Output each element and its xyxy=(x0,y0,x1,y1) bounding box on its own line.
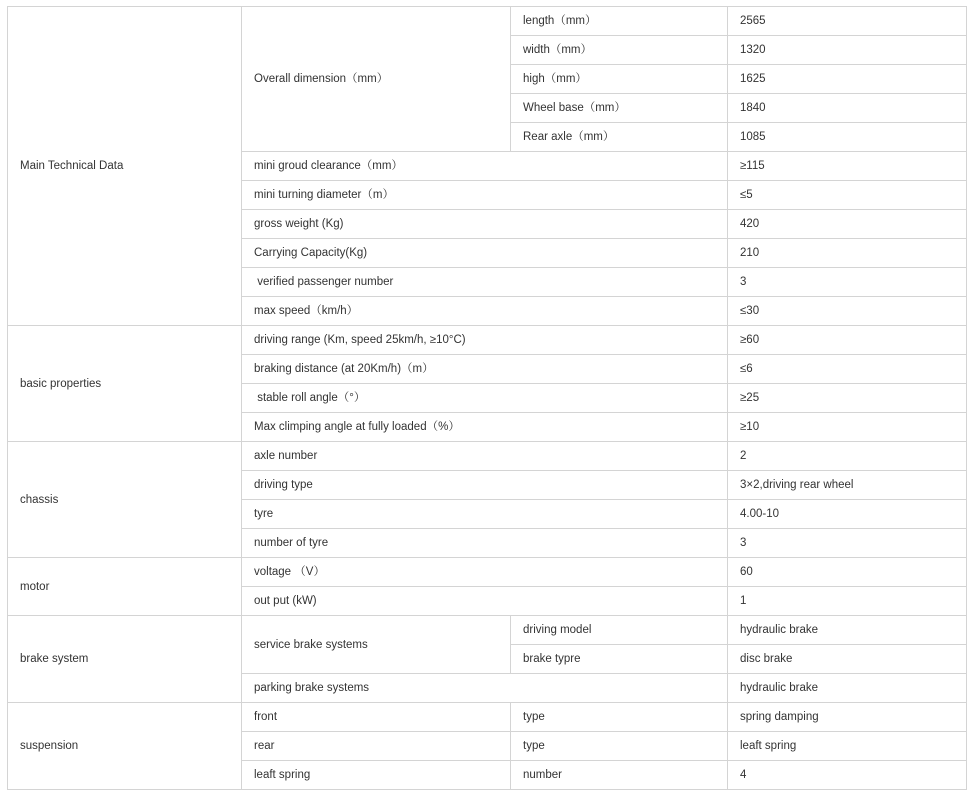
spec-table xyxy=(7,6,967,790)
tyre-number-value: 3 xyxy=(728,529,967,558)
tyre-label: tyre xyxy=(242,500,728,529)
section-basic-properties: basic properties xyxy=(8,326,242,442)
width-value: 1320 xyxy=(728,36,967,65)
ground-clearance-value: ≥115 xyxy=(728,152,967,181)
leaf-spring-value: 4 xyxy=(728,761,967,790)
service-brake-label: service brake systems xyxy=(242,616,511,674)
climbing-angle-value: ≥10 xyxy=(728,413,967,442)
table-row xyxy=(8,616,967,645)
high-value: 1625 xyxy=(728,65,967,94)
driving-range-label: driving range (Km, speed 25km/h, ≥10°C) xyxy=(242,326,728,355)
brake-type-label: brake typre xyxy=(511,645,728,674)
braking-distance-label: braking distance (at 20Km/h)（m） xyxy=(242,355,728,384)
passenger-number-value: 3 xyxy=(728,268,967,297)
leaf-spring-label: leaft spring xyxy=(242,761,511,790)
driving-model-value: hydraulic brake xyxy=(728,616,967,645)
axle-number-value: 2 xyxy=(728,442,967,471)
output-value: 1 xyxy=(728,587,967,616)
driving-range-value: ≥60 xyxy=(728,326,967,355)
table-row xyxy=(8,703,967,732)
passenger-number-label: verified passenger number xyxy=(242,268,728,297)
front-label: front xyxy=(242,703,511,732)
section-brake-system: brake system xyxy=(8,616,242,703)
leaf-spring-sub-label: number xyxy=(511,761,728,790)
wheel-base-value: 1840 xyxy=(728,94,967,123)
front-value: spring damping xyxy=(728,703,967,732)
roll-angle-label: stable roll angle（°） xyxy=(242,384,728,413)
turning-diameter-label: mini turning diameter（m） xyxy=(242,181,728,210)
brake-type-value: disc brake xyxy=(728,645,967,674)
length-label: length（mm） xyxy=(511,7,728,36)
rear-axle-value: 1085 xyxy=(728,123,967,152)
axle-number-label: axle number xyxy=(242,442,728,471)
braking-distance-value: ≤6 xyxy=(728,355,967,384)
climbing-angle-label: Max climping angle at fully loaded（%） xyxy=(242,413,728,442)
section-suspension: suspension xyxy=(8,703,242,790)
carrying-capacity-label: Carrying Capacity(Kg) xyxy=(242,239,728,268)
roll-angle-value: ≥25 xyxy=(728,384,967,413)
rear-sub-label: type xyxy=(511,732,728,761)
width-label: width（mm） xyxy=(511,36,728,65)
max-speed-value: ≤30 xyxy=(728,297,967,326)
front-sub-label: type xyxy=(511,703,728,732)
gross-weight-label: gross weight (Kg) xyxy=(242,210,728,239)
parking-brake-label: parking brake systems xyxy=(242,674,728,703)
length-value: 2565 xyxy=(728,7,967,36)
ground-clearance-label: mini groud clearance（mm） xyxy=(242,152,728,181)
gross-weight-value: 420 xyxy=(728,210,967,239)
rear-value: leaft spring xyxy=(728,732,967,761)
table-row xyxy=(8,326,967,355)
rear-axle-label: Rear axle（mm） xyxy=(511,123,728,152)
table-row xyxy=(8,442,967,471)
table-row xyxy=(8,558,967,587)
turning-diameter-value: ≤5 xyxy=(728,181,967,210)
voltage-label: voltage （V） xyxy=(242,558,728,587)
spec-table-container xyxy=(7,6,967,790)
carrying-capacity-value: 210 xyxy=(728,239,967,268)
max-speed-label: max speed（km/h） xyxy=(242,297,728,326)
high-label: high（mm） xyxy=(511,65,728,94)
tyre-value: 4.00-10 xyxy=(728,500,967,529)
wheel-base-label: Wheel base（mm） xyxy=(511,94,728,123)
driving-model-label: driving model xyxy=(511,616,728,645)
overall-dimension-label: Overall dimension（mm） xyxy=(242,7,511,152)
rear-label: rear xyxy=(242,732,511,761)
tyre-number-label: number of tyre xyxy=(242,529,728,558)
table-row xyxy=(8,7,967,36)
driving-type-value: 3×2,driving rear wheel xyxy=(728,471,967,500)
section-main-technical-data: Main Technical Data xyxy=(8,7,242,326)
parking-brake-value: hydraulic brake xyxy=(728,674,967,703)
section-motor: motor xyxy=(8,558,242,616)
section-chassis: chassis xyxy=(8,442,242,558)
output-label: out put (kW) xyxy=(242,587,728,616)
voltage-value: 60 xyxy=(728,558,967,587)
driving-type-label: driving type xyxy=(242,471,728,500)
